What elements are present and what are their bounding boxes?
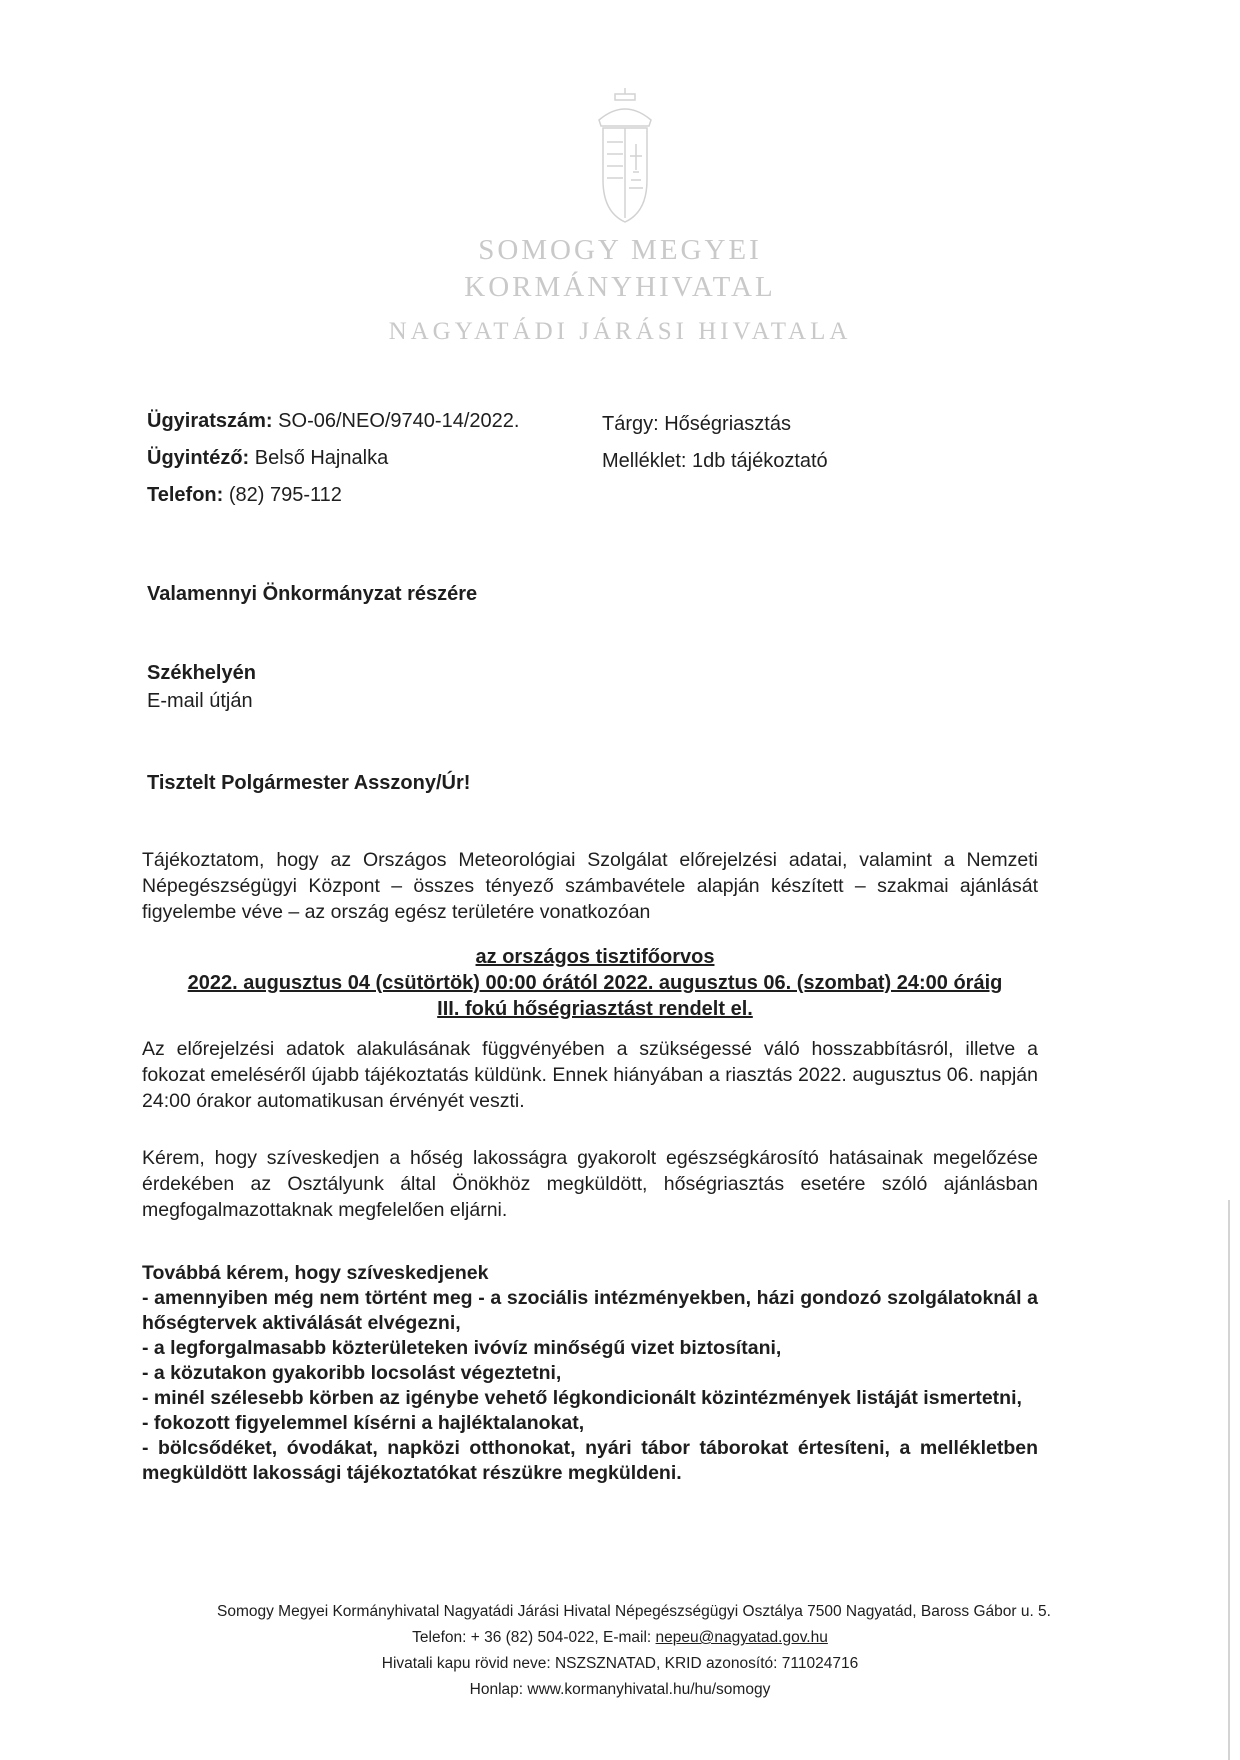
subject: Tárgy: Hőségriasztás [602, 413, 791, 435]
scan-edge [1228, 1200, 1230, 1760]
footer-phone: Telefon: + 36 (82) 504-022, E-mail: [412, 1629, 656, 1646]
phone-value: (82) 795-112 [228, 484, 342, 506]
phone [147, 485, 342, 505]
officer [147, 448, 388, 468]
request-heading: Továbbá kérem, hogy szíveskedjenek [142, 1262, 489, 1284]
case-number-label: Ügyiratszám: [147, 410, 273, 432]
phone-label: Telefon: [147, 484, 224, 506]
officer-label: Ügyintéző: [147, 447, 250, 469]
org-name-line1: SOMOGY MEGYEI [478, 234, 762, 266]
decision-line1: az országos tisztifőorvos [475, 946, 715, 968]
case-number [147, 411, 519, 431]
list-item: - a legforgalmasabb közterületeken ivóvíz minőségű vizet biztosítani, [142, 1337, 782, 1359]
footer-contact [0, 1629, 1240, 1647]
list-item: - bölcsődéket, óvodákat, napközi otthonokat, nyári tábor táborokat értesíteni, a mellékletben megküldött lakossági tájékoztatókat részükre megküldeni. [142, 1437, 1038, 1484]
intro-paragraph: Tájékoztatom, hogy az Országos Meteorológiai Szolgálat előrejelzési adatai, valamint a Nemzeti Népegészségügyi Központ – összes tényező számbavétele alapján készített – szakmai ajánlását figyelembe véve – az ország egész területére vonatkozóan [142, 849, 1038, 923]
list-item: - fokozott figyelemmel kísérni a hajléktalanokat, [142, 1412, 585, 1434]
coat-of-arms-icon [585, 88, 665, 226]
attachment: Melléklet: 1db tájékoztató [602, 450, 828, 472]
request-list [142, 1261, 1038, 1486]
delivery-method: E-mail útján [147, 690, 253, 712]
decision-line3: III. fokú hőségriasztást rendelt el. [437, 998, 753, 1020]
extension-paragraph: Az előrejelzési adatok alakulásának függvényében a szükségessé váló hosszabbításról, illetve a fokozat emeléséről újabb tájékoztatás küldünk. Ennek hiányában a riasztás 2022. augusztus 06. napján 24:00 órakor automatikusan érvényét veszti. [142, 1038, 1038, 1112]
addressee: Valamennyi Önkormányzat részére [147, 583, 478, 605]
footer-website: Honlap: www.kormanyhivatal.hu/hu/somogy [469, 1681, 771, 1698]
salutation: Tisztelt Polgármester Asszony/Úr! [147, 772, 471, 794]
location: Székhelyén [147, 662, 256, 684]
footer-address: Somogy Megyei Kormányhivatal Nagyatádi Járási Hivatal Népegészségügyi Osztálya 7500 Nagyatád, Baross Gábor u. 5. [217, 1603, 1051, 1620]
list-item: - amennyiben még nem történt meg - a szociális intézményekben, házi gondozó szolgálatoknál a hőségtervek aktiválását elvégezni, [142, 1287, 1038, 1334]
case-number-value: SO-06/NEO/9740-14/2022. [278, 410, 520, 432]
officer-value: Belső Hajnalka [254, 447, 389, 469]
footer-email-link[interactable]: nepeu@nagyatad.gov.hu [655, 1629, 828, 1646]
request-paragraph: Kérem, hogy szíveskedjen a hőség lakosságra gyakorolt egészségkárosító hatásainak megelőzése érdekében az Osztályunk által Önökhöz megküldött, hőségriasztás esetére szóló ajánlásban megfogalmazottaknak megfelelően eljárni. [142, 1147, 1038, 1221]
org-name-line3: NAGYATÁDI JÁRÁSI HIVATALA [388, 318, 852, 345]
org-name-line2: KORMÁNYHIVATAL [464, 271, 776, 303]
decision-line2: 2022. augusztus 04 (csütörtök) 00:00 órától 2022. augusztus 06. (szombat) 24:00 óráig [187, 972, 1003, 994]
footer-krid: Hivatali kapu rövid neve: NSZSZNATAD, KRID azonosító: 711024716 [381, 1655, 859, 1672]
list-item: - minél szélesebb körben az igénybe vehető légkondicionált közintézmények listáját ismertetni, [142, 1387, 1022, 1409]
list-item: - a közutakon gyakoribb locsolást végeztetni, [142, 1362, 562, 1384]
